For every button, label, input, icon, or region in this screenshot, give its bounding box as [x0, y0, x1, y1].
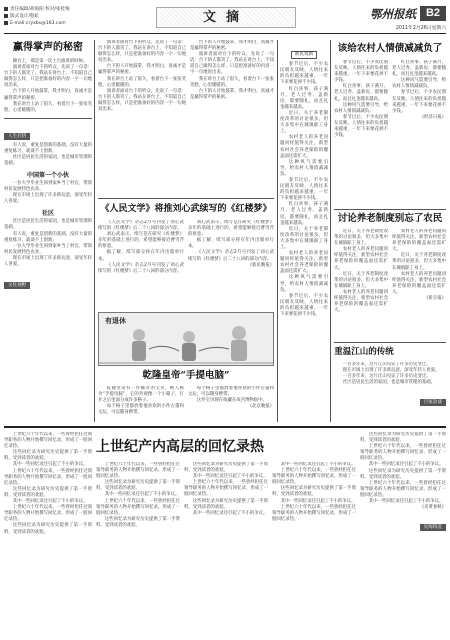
article-title-jiangshan: 重温江山的传统: [334, 347, 394, 357]
paragraph: 《人民文学》杂志2月号刊发了刘心武续写的《红楼梦》后二十八回的部分内容。: [98, 262, 184, 274]
paragraph: 一百多年来，这片江山见证了许多历史变迁。: [342, 374, 431, 380]
gift-debt-col-1: [334, 60, 388, 206]
paragraph: 上世纪六十年代以来，一些曾经担任过领导职务的人物开始撰写回忆录，形成了一股回忆录热。: [4, 432, 92, 450]
hongloumeng-col-2: [188, 220, 274, 308]
paragraph: 春节过后，不少农民朋友反映，人情往来的负担越来越重，一年下来要花掉不少钱。: [280, 293, 328, 318]
article-source: 《经济日报》: [419, 114, 446, 120]
paragraph: 上世纪六十年代以来，一些曾经担任过领导职务的人物开始撰写回忆录，形成了一股回忆录热。: [360, 480, 446, 498]
paragraph: 上世纪六十年代以来，一些曾经担任过领导职务的人物开始撰写回忆录，形成了一股回忆录热。: [96, 462, 180, 480]
paragraph: 台下的人开始鼓掌，我才明白，真诚才是赢得掌声的秘密。: [190, 40, 274, 52]
memoir-col-2: [184, 462, 268, 636]
page-code: B2: [420, 6, 446, 21]
bottom-right-column: [360, 432, 446, 636]
paragraph: 每个格子里都放着他喜欢的小件古董和文玩，可以随身携带。: [98, 404, 184, 416]
paragraph: 这些回忆录为研究历史提供了第一手资料，受到读者的欢迎。: [360, 432, 446, 444]
column-tag: 文化视野: [4, 282, 30, 289]
paragraph: 近日，关于养老制度改革的讨论很多，但大多集中在城镇职工身上。: [392, 253, 446, 271]
paragraph: 我在讲台上站了很久，看着台下一张张笑脸，心里暖暖的。: [98, 76, 186, 88]
paragraph: 农村老人的养老问题同样值得关注，新型农村社会养老保险的覆盖面还需扩大。: [280, 251, 328, 275]
paragraph: 一百多年来，这片江山见证了许多历史变迁。: [342, 362, 431, 367]
paragraph: 这些回忆录为研究历史提供了第一手资料，受到读者的欢迎。: [4, 523, 92, 535]
divider: [334, 342, 446, 343]
paragraph: 农村老人的养老问题同样值得关注，新型农村社会养老保险的覆盖面还需扩大。: [392, 271, 446, 295]
narrow-column: [280, 40, 328, 422]
paragraph: 其中一些回忆录还引起了不小的争议。: [280, 462, 356, 467]
article-title-hongloumeng: 《人民文学》将推刘心武续写的《红楼梦》: [100, 204, 272, 214]
paragraph: 据了解，续写部分将在年内出版单行本。: [98, 250, 184, 262]
editor-line-3: E-mail:cryxbs@163.com: [10, 21, 66, 27]
paragraph: 农村老人的养老问题同样值得关注，新型农村社会养老保险的覆盖面还需扩大。: [392, 229, 446, 253]
paragraph: 这种风气需要引导，给农村人情债减减负。: [280, 275, 328, 293]
paragraph: 春节过后，不少农民朋友反映，人情往来的负担越来越重，一年下来要花掉不少钱。: [280, 177, 328, 202]
paragraph: 现在市场上出现了许多新玩意，深受年轻人喜爱。: [4, 255, 92, 268]
section-title: 文摘: [156, 7, 296, 28]
paragraph: 台下的人开始鼓掌，我才明白，真诚才是赢得掌声的秘密。: [4, 89, 92, 101]
paragraph: 有人说，重复是创新的基础，没有大量的重复练习，就谈不上创新。: [4, 142, 92, 154]
cartoon-figures-icon: [99, 313, 274, 366]
paragraph: 上世纪六十年代以来，一些曾经担任过领导职务的人物开始撰写回忆录，形成了一股回忆录热。: [184, 480, 268, 498]
jiangshan-col: [334, 362, 446, 422]
paragraph: 这些回忆录为研究历史提供了第一手资料，受到读者的欢迎。: [272, 486, 356, 498]
paragraph: 农村老人的养老问题同样值得关注，新型农村社会养老保险的覆盖面还需扩大。: [334, 289, 388, 314]
paragraph: 春节过后，不少农民朋友反映，人情往来的负担越来越重，一年下来要花掉不少钱。: [334, 114, 388, 139]
paragraph: 演讲者面对台下的听众，先说了一句话：台下的人都笑了。我站在讲台上，不知道自己做得怎么样，只是把准备好的内容一字一句地说出来。: [98, 88, 186, 113]
paragraph: 其中一些回忆录还引起了不小的争议。: [368, 462, 444, 468]
paragraph: 一位大学毕业生回到家乡当了村官，带领村民发展特色农业。: [4, 243, 92, 255]
article-title-community: 社区: [41, 210, 54, 218]
article-source: 《炎黄春秋》: [419, 505, 446, 511]
article-title-applause: 赢得掌声的秘密: [13, 42, 83, 53]
middle-right-upper: [190, 40, 274, 196]
column-divider: [277, 40, 278, 422]
article-title-pension: 讨论养老制度别忘了农民: [337, 213, 443, 224]
paragraph: 其中一些回忆录还引起了不小的争议。: [192, 474, 268, 480]
column-divider: [94, 40, 95, 422]
paragraph: 《人民文学》杂志2月号刊发了刘心武续写的《红楼梦》后二十八回的部分内容。: [98, 220, 184, 232]
paragraph: 刘心武表示，续写是在研究《红楼梦》多年的基础上进行的，希望能够接近曹雪芹的原意。: [188, 220, 274, 238]
editor-line-1: 责任编辑/胡海阳 校对/张桂梅: [10, 7, 70, 12]
paragraph: 演讲者面对台下的听众，先说了一句话：台下的人都笑了。我站在讲台上，不知道自己做得怎么样，只是把准备好的内容一字一句地说出来。: [98, 40, 186, 64]
paragraph: 社区是居民生活的家园，也是城市管理的基础。: [4, 219, 92, 231]
cartoon-image: [98, 312, 274, 366]
paragraph: 上世纪六十年代以来，一些曾经担任过领导职务的人物开始撰写回忆录，形成了一股回忆录热。: [4, 505, 92, 523]
paragraph: 红白喜事、孩子满月、老人过寿、盖新房，都要随礼，而且礼金越来越高。: [280, 202, 328, 226]
paragraph: 台下的人开始鼓掌，我才明白，真诚才是赢得掌声的秘密。: [98, 64, 186, 76]
paragraph: 我在讲台上站了很久，看着台下一张张笑脸，心里暖暖的。: [4, 101, 92, 113]
paragraph: 这种风气需要引导，给农村人情债减减负。: [280, 159, 328, 177]
cartoon-caption: 有退休: [105, 316, 126, 325]
paragraph: 上世纪六十年代以来，一些曾经担任过领导职务的人物开始撰写回忆录，形成了一股回忆录热。: [4, 468, 92, 486]
paragraph: 这些回忆录为研究历史提供了第一手资料，受到读者的欢迎。: [184, 462, 268, 474]
article-title-memoir: 上世纪产内高层的回忆录热: [96, 439, 264, 455]
paragraph: 这些回忆录为研究历史提供了第一手资料，受到读者的欢迎。: [96, 516, 180, 528]
paragraph: 乾隆皇帝有一件稀奇的宝贝，被人称为“手提电脑”，它的外观像一个小箱子，打开之后里面分成许多格子。: [98, 386, 184, 404]
paragraph: 近日，关于养老制度改革的讨论很多，但大多集中在城镇职工身上。: [334, 271, 388, 289]
paragraph: 春节过后，不少农民朋友反映，人情往来的负担越来越重，一年下来要花掉不少钱。: [392, 90, 446, 114]
qianlong-col-2: [188, 386, 274, 422]
article-source: 《北京晚报》: [247, 404, 274, 410]
paragraph: 其中一些回忆录还引起了不小的争议。: [12, 499, 88, 505]
hongloumeng-col-1: [98, 220, 184, 308]
gift-debt-col-2: [392, 60, 446, 206]
memoir-col-3: [272, 462, 356, 636]
paragraph: 上世纪六十年代以来，一些曾经担任过领导职务的人物开始撰写回忆录，形成了一股回忆录热。: [272, 504, 356, 522]
paragraph: 一位大学毕业生回到家乡当了村官，带领村民发展特色农业。: [4, 181, 92, 193]
divider: [98, 198, 274, 199]
newspaper-name: 鄂州报纸: [370, 7, 416, 21]
paragraph: 台下的人开始鼓掌，我才明白，真诚才是赢得掌声的秘密。: [190, 88, 274, 100]
paragraph: 这种风气需要引导，给农村人情债减减负。: [334, 102, 388, 114]
paragraph: 近日，关于养老制度改革的讨论很多，但大多集中在城镇职工身上。: [334, 229, 388, 247]
article-source: 《新京报》: [424, 296, 446, 302]
paragraph: 这些回忆录为研究历史提供了第一手资料，受到读者的欢迎。: [4, 486, 92, 498]
paragraph: 上世纪六十年代以来，一些曾经担任过领导职务的人物开始撰写回忆录，形成了一股回忆录热。: [96, 498, 180, 516]
paragraph: 刘心武表示，续写是在研究《红楼梦》多年的基础上进行的，希望能够接近曹雪芹的原意。: [98, 232, 184, 250]
pension-col-2: [392, 229, 446, 339]
paragraph: 现在市场上出现了许多新玩意，深受年轻人喜爱。: [4, 193, 92, 205]
paragraph: 上世纪六十年代以来，一些曾经担任过领导职务的人物开始撰写回忆录，形成了一股回忆录热。: [272, 468, 356, 486]
paragraph: 春节过后，不少农民朋友反映，人情往来的负担越来越重，一年下来要花掉不少钱。: [280, 62, 328, 86]
page-header: [4, 4, 446, 34]
paragraph: 其中一些回忆录还引起了不小的争议。: [368, 499, 444, 505]
article-title-young-man: 中国第一个小伙: [26, 172, 69, 180]
paragraph: 演讲者面对台下的听众，先说了一句话：台下的人都笑了。我站在讲台上，不知道自己做得怎么样，只是把准备好的内容一字一句地说出来。: [4, 65, 92, 89]
paragraph: 红白喜事、孩子满月、老人过寿、盖新房，都要随礼，而且礼金越来越高。: [392, 60, 446, 78]
middle-left-upper: [98, 40, 186, 196]
paragraph: 农村老人的养老问题同样值得关注，新型农村社会养老保险的覆盖面还需扩大。: [334, 247, 388, 271]
paragraph: 其中一些回忆录还引起了不小的争议。: [192, 510, 268, 516]
column-divider: [330, 40, 331, 422]
column-tag: 百家杂谈: [420, 399, 446, 406]
paragraph: 有人说，重复是创新的基础，没有大量的重复练习，就谈不上创新。: [4, 231, 92, 243]
paragraph: 社区是居民生活的家园，也是城市管理的基础。: [342, 380, 436, 386]
paragraph: 这种风气需要引导，给农村人情债减减负。: [392, 78, 446, 90]
paragraph: 我在讲台上站了很久，看着台下一张张笑脸，心里暖暖的。: [190, 76, 274, 88]
divider: [334, 209, 446, 210]
issue-date: 2011年2月26日星期六: [395, 26, 446, 31]
divider: [4, 118, 92, 119]
paragraph: 这些回忆录为研究历史提供了第一手资料，受到读者的欢迎。: [96, 480, 180, 492]
editor-info: [4, 6, 144, 28]
article-title-rural-gift-debt: 该给农村人情债减减负了: [337, 43, 443, 54]
paragraph: 据了解，续写部分将在年内出版单行本。: [188, 238, 274, 250]
paragraph: 《人民文学》杂志2月号刊发了刘心武续写的《红楼梦》后二十八回的部分内容。: [188, 250, 274, 262]
paragraph: 其中一些回忆录还引起了不小的争议。: [12, 462, 88, 468]
paragraph: 现在市场上出现了许多新玩意，深受年轻人喜爱。: [342, 368, 440, 374]
column-tag: 新民说新: [291, 51, 317, 59]
paragraph: 这些回忆录为研究历史提供了第一手资料，受到读者的欢迎。: [4, 450, 92, 462]
paragraph: 这些回忆录为研究历史提供了第一手资料，受到读者的欢迎。: [360, 468, 446, 480]
editor-line-2: 版式设计/殷虹: [10, 14, 40, 20]
article-source: 《新民晚报》: [247, 262, 274, 268]
article-title-qianlong: 乾隆皇帝“手提电脑”: [142, 370, 230, 381]
paragraph: 每个格子里都放着他喜欢的小件古董和文玩，可以随身携带。: [188, 386, 274, 398]
paragraph: 红白喜事、孩子满月、老人过寿、盖新房，都要随礼，而且礼金越来越高。: [334, 84, 388, 102]
column-tag: 史海钩沉: [420, 524, 446, 531]
paragraph: 这件宝贝现在收藏在故宫博物院中。: [196, 398, 268, 404]
paragraph: 其中一些回忆录还引起了不小的争议。: [280, 498, 356, 504]
left-column: [4, 40, 92, 422]
bottom-left-column: [4, 432, 92, 636]
paragraph: 春节过后，不少农民朋友反映，人情往来的负担越来越重，一年下来要花掉不少钱。: [334, 60, 388, 84]
paragraph: 红白喜事、孩子满月、老人过寿、盖新房，都要随礼，而且礼金越来越高。: [280, 86, 328, 110]
paragraph: 农村老人的养老问题同样值得关注，新型农村社会养老保险的覆盖面还需扩大。: [280, 135, 328, 159]
paragraph: 上世纪六十年代以来，一些曾经担任过领导职务的人物开始撰写回忆录，形成了一股回忆录热。: [360, 444, 446, 462]
paragraph: 这些回忆录为研究历史提供了第一手资料，受到读者的欢迎。: [184, 498, 268, 510]
pension-col-1: [334, 229, 388, 339]
paragraph: 舞台上，那是第一次上台演讲的时候。: [12, 59, 88, 64]
paragraph: 近日，关于养老制度改革的讨论很多，但大多集中在城镇职工身上。: [280, 110, 328, 135]
paragraph: 其中一些回忆录还引起了不小的争议。: [104, 492, 180, 498]
paragraph: 近日，关于养老制度改革的讨论很多，但大多集中在城镇职工身上。: [280, 226, 328, 251]
paragraph: 演讲者面对台下的听众，先说了一句话：台下的人都笑了。我站在讲台上，不知道自己做得怎么样，只是把准备好的内容一字一句地说出来。: [190, 52, 274, 76]
qianlong-col-1: [98, 386, 184, 422]
section-divider: [4, 426, 446, 428]
column-tag: 人生启悟: [4, 133, 30, 140]
memoir-col-1: [96, 462, 180, 636]
paragraph: 社区是居民生活的家园，也是城市管理的基础。: [4, 154, 92, 166]
